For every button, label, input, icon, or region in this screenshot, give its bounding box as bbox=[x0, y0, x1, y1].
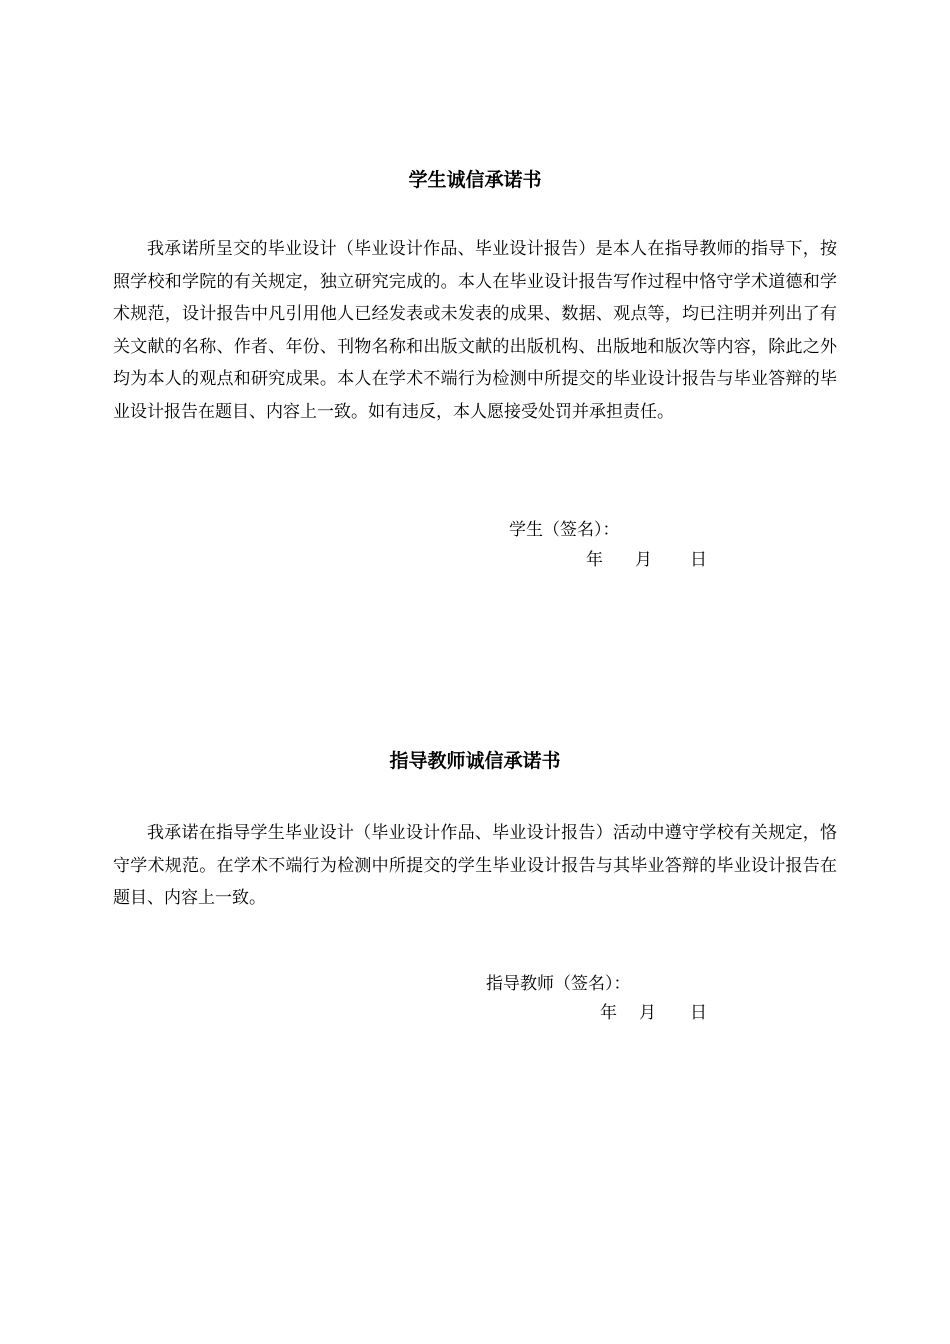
student-date-month: 月 bbox=[635, 550, 652, 570]
student-date-year: 年 bbox=[586, 550, 603, 570]
advisor-date-month: 月 bbox=[639, 1003, 656, 1023]
advisor-date-year: 年 bbox=[600, 1003, 617, 1023]
advisor-pledge-title: 指导教师诚信承诺书 bbox=[389, 750, 561, 772]
advisor-date-day: 日 bbox=[690, 1003, 707, 1023]
advisor-signature-label: 指导教师（签名）： bbox=[486, 974, 631, 994]
student-pledge-body: 我承诺所呈交的毕业设计（毕业设计作品、毕业设计报告）是本人在指导教师的指导下，按照学校和学院的有关规定，独立研究完成的。本人在毕业设计报告写作过程中恪守学术道德和学术规范，设计报告中凡引用他人已经发表或未发表的成果、数据、观点等，均已注明并列出了有关文献的名称、作者、年份、刊物名称和出版文献的出版机构、出版地和版次等内容，除此之外均为本人的观点和研究成果。本人在学术不端行为检测中所提交的毕业设计报告与毕业答辩的毕业设计报告在题目、内容上一致。如有违反，本人愿接受处罚并承担责任。 bbox=[113, 239, 837, 422]
student-date-line bbox=[586, 548, 707, 572]
advisor-date-line bbox=[600, 1001, 707, 1025]
advisor-pledge-body: 我承诺在指导学生毕业设计（毕业设计作品、毕业设计报告）活动中遵守学校有关规定，恪守学术规范。在学术不端行为检测中所提交的学生毕业设计报告与其毕业答辩的毕业设计报告在题目、内容上一致。 bbox=[113, 823, 837, 908]
student-signature-label: 学生（签名）： bbox=[509, 520, 620, 540]
student-pledge-title: 学生诚信承诺书 bbox=[408, 169, 542, 191]
student-date-day: 日 bbox=[690, 550, 707, 570]
